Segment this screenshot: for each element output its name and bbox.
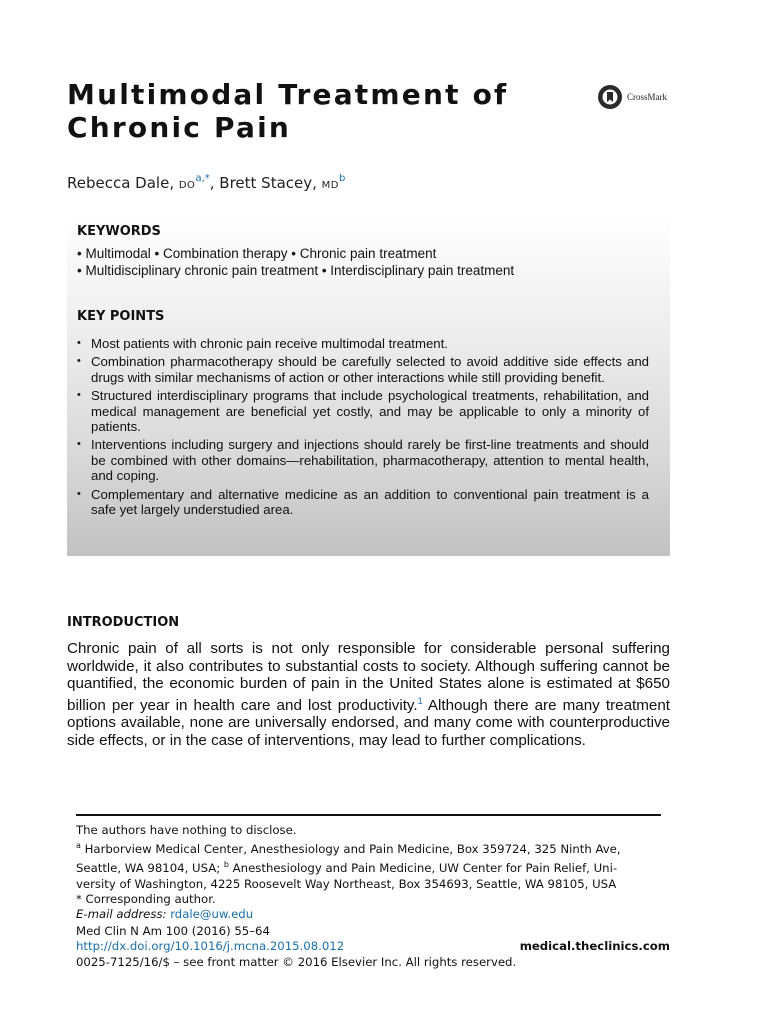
key-point-text: Combination pharmacotherapy should be carefully selected to avoid additive side effects and drugs with similar mechanisms of action or other interactions while still providing benefit. <box>91 354 649 385</box>
affiliation-b-marker: b <box>223 860 229 870</box>
introduction-paragraph <box>67 640 670 750</box>
key-point-item <box>77 437 649 483</box>
introduction-heading: INTRODUCTION <box>67 615 180 630</box>
author-line <box>67 173 345 192</box>
journal-citation: Med Clin N Am 100 (2016) 55–64 <box>76 924 270 938</box>
key-points-list <box>77 336 649 520</box>
keywords-line-1: • Multimodal • Combination therapy • Chronic pain treatment <box>77 246 437 261</box>
doi-link[interactable]: http://dx.doi.org/10.1016/j.mcna.2015.08.012 <box>76 939 345 954</box>
footnote-divider <box>76 814 661 816</box>
author-1-name: Rebecca Dale, <box>67 174 179 192</box>
key-point-text: Most patients with chronic pain receive multimodal treatment. <box>91 336 448 351</box>
intro-text-part-1: Chronic pain of all sorts is not only responsible for considerable personal suffering worldwide, it also contributes to substantial costs to society. Although suffering cannot be quantified, the economic burden of pain in the United States alone is estimated at $650 billion per year in health care and lost productivity. <box>67 640 670 714</box>
key-point-text: Structured interdisciplinary programs that include psychological treatments, rehabilitation, and medical management are beneficial yet costly, and may be applicable to only a minority of patients. <box>91 388 649 435</box>
email-line <box>76 907 661 922</box>
key-point-text: Interventions including surgery and injections should rarely be first-line treatments and should be combined with other domains—rehabilitation, pharmacotherapy, attention to mental health, and coping. <box>91 437 649 484</box>
crossmark-badge[interactable] <box>597 84 667 110</box>
journal-info <box>76 924 670 970</box>
affiliation-line-2 <box>76 857 661 876</box>
journal-website[interactable]: medical.theclinics.com <box>519 939 670 953</box>
affiliation-a-line-1 <box>76 838 661 857</box>
key-point-item <box>77 354 649 385</box>
rights-statement: 0025-7125/16/$ – see front matter © 2016 Elsevier Inc. All rights reserved. <box>76 954 517 969</box>
bullet-icon: • <box>77 389 81 402</box>
author-2-name: Brett Stacey, <box>219 174 322 192</box>
keywords-heading: KEYWORDS <box>77 224 161 239</box>
author-separator: , <box>209 174 220 192</box>
footnotes <box>76 823 661 922</box>
keywords-line-2: • Multidisciplinary chronic pain treatment • Interdisciplinary pain treatment <box>77 263 515 278</box>
key-points-heading: KEY POINTS <box>77 309 165 324</box>
affiliation-b-text: Anesthesiology and Pain Medicine, UW Center for Pain Relief, Uni- <box>228 861 618 876</box>
disclosure-note: The authors have nothing to disclose. <box>76 823 297 837</box>
affiliation-b-line-2: versity of Washington, 4225 Roosevelt Way Northeast, Box 354693, Seattle, WA 98105, USA <box>76 876 617 891</box>
citation-ref-link[interactable]: 1 <box>417 695 423 706</box>
key-point-item <box>77 388 649 434</box>
bullet-icon: • <box>77 355 81 368</box>
affiliation-a-marker: a <box>76 841 81 851</box>
affiliation-a-text: Harborview Medical Center, Anesthesiology and Pain Medicine, Box 359724, 325 Ninth Ave, <box>80 842 621 857</box>
title-line-1: Multimodal Treatment of <box>67 78 509 111</box>
key-point-item <box>77 336 649 351</box>
article-title <box>67 78 547 144</box>
title-line-2: Chronic Pain <box>67 111 291 144</box>
key-point-item <box>77 487 649 518</box>
bullet-icon: • <box>77 337 81 349</box>
author-2-degree: MD <box>321 180 339 191</box>
author-2-affiliation-marker[interactable]: b <box>339 173 346 184</box>
keywords-keypoints-box <box>67 215 670 556</box>
key-point-text: Complementary and alternative medicine as an addition to conventional pain treatment is a safe yet largely understudied area. <box>91 486 649 518</box>
email-link[interactable]: rdale@uw.edu <box>170 907 254 922</box>
bullet-icon: • <box>77 487 81 500</box>
crossmark-label: CrossMark <box>627 92 667 102</box>
intro-text-part-2: Although there are many treatment options available, none are universally endorsed, and many come with counterproductive side effects, or in the case of interventions, may lead to further complications. <box>67 696 671 749</box>
bullet-icon: • <box>77 438 81 451</box>
author-1-affiliation-marker[interactable]: a,* <box>195 173 210 184</box>
email-label: E-mail address: <box>76 907 171 922</box>
affiliation-a-text-end: Seattle, WA 98104, USA; <box>76 861 224 876</box>
author-1-degree: DO <box>178 180 196 191</box>
corresponding-author-note: * Corresponding author. <box>76 891 216 906</box>
crossmark-icon <box>597 84 623 110</box>
